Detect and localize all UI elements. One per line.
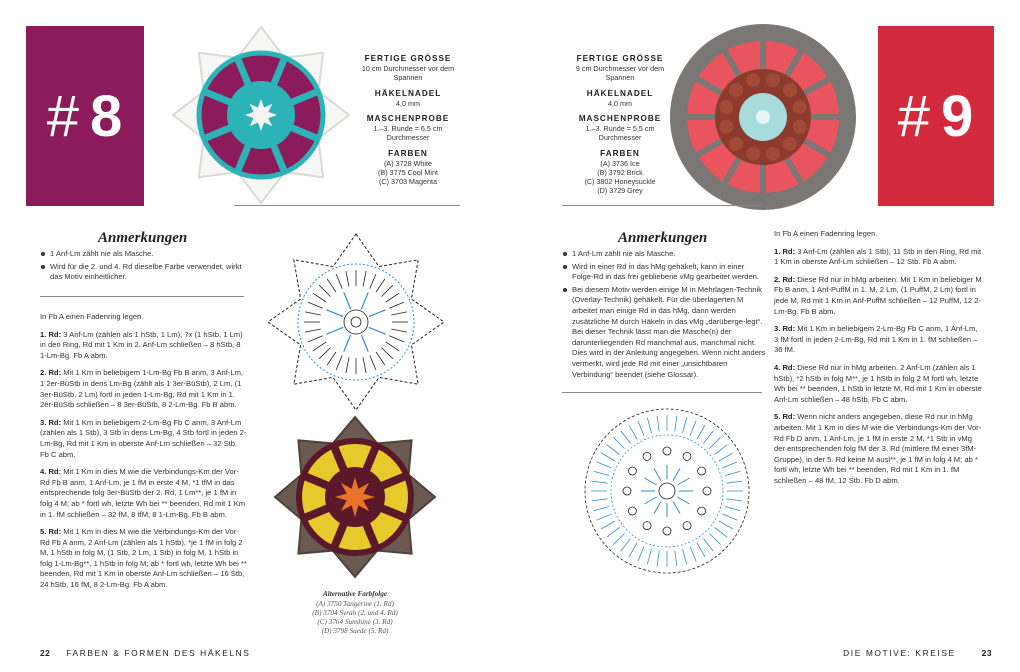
specs-divider [234, 205, 460, 206]
color-c: (C) 3703 Magenta [379, 177, 437, 187]
chart-9-stitch [715, 528, 728, 538]
chart-8-cluster [369, 310, 386, 317]
caption-line: (D) 3798 Suede (5. Rd) [321, 627, 389, 635]
chart-9-puff [628, 507, 636, 515]
note-item: 1 Anf-Lm zählt nie als Masche. [562, 249, 766, 260]
notes-list [40, 249, 248, 285]
round-label: 5. Rd: [40, 527, 62, 537]
chart-9-stitch [594, 507, 609, 511]
chart-8-round-1 [344, 310, 368, 334]
page-footer [843, 648, 992, 658]
chart-8-stitch [363, 271, 366, 287]
chart-9-puff [663, 527, 671, 535]
chart-9-puff [698, 467, 706, 475]
chart-9-stitch [647, 418, 651, 433]
page-number: 23 [981, 648, 992, 658]
motif-9-puff-stitch [783, 137, 797, 151]
chart-9-stitch [621, 431, 631, 444]
chart-8-stitch [386, 293, 399, 302]
chart-9-stitch [629, 425, 637, 439]
chart-9-stitch [725, 471, 740, 475]
motif-9-puff-stitch [746, 73, 760, 87]
instructions [40, 312, 248, 598]
round-text: 3 Anf-Lm (zählen als 1 hStb, 1 Lm), 7x (1 hStb, 1 Lm) in den Ring, Rd mit 1 Km in 2. Anf-Lm schließen – 8 hStb, 8 1-Lm-Bg. Fb A abm. [40, 329, 243, 360]
chart-8-stitch [308, 336, 323, 342]
chart-9-stitch [597, 514, 612, 520]
colors-title: FARBEN [388, 148, 428, 158]
round-text: Diese Rd nur in hMg arbeiten. Mit 1 Km in beliebiger M Fb B anm, 1 Anf-PuffM in 1. M, 2 Lm, (1 PuffM, 2 Lm) fortl in jede M, Rd mit 1 Km in Anf-PuffM schließen – 12 PuffM, 12 2-Lm-Bg. Fb B abm. [774, 274, 982, 316]
chart-9-stitch [613, 437, 624, 448]
chart-8-stitch [336, 355, 342, 370]
gauge-title: MASCHENPROBE [578, 114, 662, 124]
round-4 [774, 363, 982, 405]
chart-9-stitch [601, 453, 615, 461]
chart-9-stitch [709, 437, 720, 448]
round-1 [774, 247, 982, 268]
chart-9-round-5 [585, 409, 749, 573]
chart-9-stitch [607, 528, 620, 538]
chart-9-stitch [601, 521, 615, 529]
alt-colorway-photo [272, 414, 438, 580]
chart-9-puff [663, 447, 671, 455]
chart-9-stitch [727, 499, 743, 501]
round-text: Mit 1 Km in dies M wie die Verbindungs-Km der Vor-Rd Fb B anm, 1 Anf-Lm, je 1 fM in erste 4 M, *1 tfM in das entsprechende folg 3er-BüStb der 2. Rd, 1 Lm**, je 1 fM in folg 4 M; ab * fortl wh, letzte Wh bei ** beenden, Rd mit 1 Km in 1. fM schließen – 32 fM, 8 tfM, 8 1-Lm-Bg. Fb B abm. [40, 467, 246, 519]
chart-9-puff [703, 487, 711, 495]
note-item: Bei diesem Motiv werden einige M in Mehrlagen-Technik (Overlay-Technik) gehäkelt. Für die überlagerten M arbeitet man einige Rd in das hMg, dann werden zusätzliche M durch Häkeln in das vMg „darüberge-legt“. Bei dieser Technik lässt man die Masche(n) der darunterliegenden Rd manchmal aus, manchmal nicht. Dies wird in der Anleitung angegeben. Wenn nicht anders vermerkt, wird jede Rd mit einer „unsichtbaren Verbindung“ beendet (siehe Glossar). [562, 285, 766, 380]
notes-heading: Anmerkungen [98, 230, 188, 246]
chart-8-stitch [376, 279, 385, 292]
chart-8-stitch [391, 329, 407, 332]
chart-9-stitch [597, 462, 612, 468]
instructions [774, 229, 982, 493]
chart-9-stitch [722, 514, 737, 520]
chart-9-puff [643, 452, 651, 460]
chart-8-stitch [386, 342, 399, 351]
chart-9-stitch [704, 539, 714, 552]
chart-9-stitch [715, 445, 728, 455]
chart-9-stitch [638, 421, 644, 436]
round-3 [774, 324, 982, 356]
chart-9-stitch [613, 533, 624, 544]
chart-9-puff [698, 507, 706, 515]
chart-8-cluster [361, 335, 368, 352]
chart-8-stitch [305, 312, 321, 315]
motif-9-puff-stitch [766, 73, 780, 87]
chart-9-stitch [592, 481, 608, 483]
chart-9-stitch [647, 549, 651, 564]
chart-9-stitch [690, 421, 696, 436]
round-text: Mit 1 Km in beliebigem 1-Lm-Bg Fb B anm, 3 Anf-Lm, 1 2er-BüStb in dens Lm-Bg (zählt als 1 3er-BüStb), 2 Lm, (1 3er-BüStb, 2 Lm) fortl in jeden 1-Lm-Bg, Rd mit 1 Km in 1. 2er-BüStb schließen – 8 3er-BüStb, 8 2-Lm-Bg. Fb B abm. [40, 368, 244, 410]
round-5 [40, 527, 248, 591]
chart-8-stitch [327, 279, 336, 292]
specs-block [562, 54, 678, 196]
color-b: (B) 3792 Brick [597, 168, 643, 178]
chart-8-stitch [389, 302, 404, 308]
chart-8-stitch [389, 336, 404, 342]
round-label: 4. Rd: [40, 467, 62, 477]
chart-8-stitch [327, 352, 336, 365]
chart-9-stitch [594, 471, 609, 475]
alt-colorway-caption [280, 590, 430, 636]
round-text: Mit 1 Km in beliebigem 2-Lm-Bg Fb C anm, 1 Anf-Lm, 3 fM fortl in jeden 2-Lm-Bg, Rd mit 1 Km in 1. fM schließen – 36 fM. [774, 324, 978, 355]
chart-9-stitch [638, 546, 644, 561]
chart-8-stitch [319, 348, 330, 359]
chart-8-cluster [344, 335, 351, 352]
hook-title: HÄKELNADEL [586, 88, 654, 98]
round-label: 5. Rd: [774, 412, 796, 422]
chart-9-stitch [607, 445, 620, 455]
round-4 [40, 467, 248, 520]
chart-9-stitch [675, 416, 677, 432]
chart-8-magic-ring [351, 317, 361, 327]
motif-9-photo [666, 20, 860, 214]
round-label: 1. Rd: [774, 246, 796, 256]
hash-symbol: # [46, 83, 80, 149]
note-item: Wird für die 2. und 4. Rd dieselbe Farbe verwendet, wirkt das Motiv einheitlicher. [40, 262, 248, 283]
chart-9-puff [628, 467, 636, 475]
round-label: 2. Rd: [40, 368, 62, 378]
note-item: 1 Anf-Lm zählt nie als Masche. [40, 249, 248, 260]
chart-9-dc [677, 478, 689, 485]
chart-9-stitch [709, 533, 720, 544]
chart-9-dc [654, 501, 661, 513]
motif-number-block [26, 26, 144, 206]
hash-symbol: # [897, 83, 931, 149]
round-label: 1. Rd: [40, 329, 62, 339]
chart-9-stitch [690, 546, 696, 561]
chart-8-stitch [363, 357, 366, 373]
chart-8-stitch [346, 271, 349, 287]
round-text: Mit 1 Km in dies M wie die Verbindungs-Km der Vor-Rd Fb A anm, 2 Anf-Lm (zählen als 1 hStb), *je 1 fM in folg 2 M, 1 hStb in folg M, (1 Stb, 2 Lm, 1 Stb) in folg M, 1 hStb in folg 1-Lm-Bg**, 1 hStb in folg M; ab * fortl wh, letzte Wh bei ** beenden, Rd mit 1 Km in oberste Anf-Lm schließen – 16 Stb, 24 hStb, 16 fM, 8 2-Lm-Bg. Fb A abm. [40, 527, 247, 590]
chart-8-cluster [344, 292, 351, 309]
round-label: 2. Rd: [774, 274, 796, 284]
crochet-chart-8 [262, 228, 450, 416]
notes-list [562, 249, 766, 382]
chart-8-stitch [391, 312, 407, 315]
motif-8-photo [168, 22, 354, 208]
hook-title: HÄKELNADEL [374, 88, 442, 98]
chart-9-stitch [725, 507, 740, 511]
chart-9-dc [645, 478, 657, 485]
motif-9-puff-stitch [719, 120, 733, 134]
color-c: (C) 3802 Honeysuckle [584, 177, 656, 187]
round-1 [40, 330, 248, 362]
colors-title: FARBEN [600, 148, 640, 158]
chart-8-cluster [369, 327, 386, 334]
gauge-title: MASCHENPROBE [366, 114, 450, 124]
notes-divider [40, 296, 244, 297]
motif-9-puff-stitch [766, 147, 780, 161]
chart-9-stitch [683, 549, 687, 564]
chart-9-stitch [719, 521, 733, 529]
motif-8-white-center [245, 99, 277, 131]
gauge-line1: 1.–3. Runde = 5,5 cm [585, 124, 655, 134]
round-5 [774, 412, 982, 486]
chart-9-dc [673, 469, 680, 481]
chart-8-cluster [326, 310, 343, 317]
chart-8-stitch [370, 274, 376, 289]
color-d: (D) 3729 Grey [597, 186, 643, 196]
intro-text: In Fb A einen Fadenring legen. [40, 312, 144, 321]
chart-9-stitch [592, 499, 608, 501]
chart-9-puff [623, 487, 631, 495]
caption-line: (C) 3764 Sunshine (3. Rd) [317, 618, 393, 626]
chart-9-stitch [697, 425, 705, 439]
motif-9-puff-stitch [746, 147, 760, 161]
chart-8-stitch [346, 357, 349, 373]
round-label: 4. Rd: [774, 362, 796, 372]
motif-9-puff-stitch [793, 120, 807, 134]
chart-9-puff [643, 522, 651, 530]
caption-line: (B) 3704 Syrah (2. und 4. Rd) [312, 609, 398, 617]
right-page [510, 0, 1020, 672]
motif-9-puff-stitch [793, 100, 807, 114]
specs-divider [562, 205, 762, 206]
chart-8-round-5 [268, 234, 444, 410]
round-2 [40, 368, 248, 410]
chart-8-stitch [313, 293, 326, 302]
chart-8-stitch [336, 274, 342, 289]
chart-9-puff [683, 522, 691, 530]
hook-value: 4,0 mm [396, 98, 420, 108]
chart-9-stitch [675, 551, 677, 567]
round-text: Wenn nicht anders angegeben, diese Rd nur in hMg arbeiten. Mit 1 Km in dies M wie die Verbindungs-Km der Vor-Rd Fb D anm, 1 Anf-Lm, je 1 fM in erste 2 M, *1 Stb in vMg der entsprechenden folg fM der 3. Rd (mittlere fM einer 3fM-Gruppe), in der 5. Rd keine M ausl**, je 1 fM in folg 4 M; ab * fortl wh, letzte Wh bei ** beenden, Rd mit 1 Km in 1. fM schließen – 48 fM, 12 Stb. Fb D abm. [774, 412, 982, 485]
gauge-line1: 1.–3. Runde = 6,5 cm [373, 124, 443, 134]
running-title: FARBEN & FORMEN DES HÄKELNS [66, 648, 251, 658]
running-title: DIE MOTIVE: KREISE [843, 648, 956, 658]
alt-tangerine-center [335, 477, 375, 517]
round-text: 3 Anf-Lm (zählen als 1 Stb), 11 Stb in den Ring, Rd mit 1 Km in oberste Anf-Lm schließen – 12 Stb. Fb A abm. [774, 246, 982, 267]
chart-8-cluster [326, 327, 343, 334]
chart-8-cluster [361, 292, 368, 309]
motif-9-puff-stitch [729, 137, 743, 151]
motif-number-block [878, 26, 994, 206]
chart-8-stitch [308, 302, 323, 308]
motif-9-ring-hole [756, 110, 770, 124]
caption-title: Alternative Farbfolge [322, 590, 388, 598]
crochet-chart-9 [580, 404, 754, 578]
finished-size-line2: Spannen [605, 73, 635, 83]
notes-divider [562, 392, 762, 393]
color-b: (B) 3775 Cool Mint [378, 168, 438, 178]
round-text: Mit 1 Km in beliebigem 2-Lm-Bg Fb C anm, 3 Anf-Lm (zählen als 1 Stb), 3 Stb in dens Lm-Bg, 4 Stb fortl in jeden 2-Lm-Bg, Rd mit 1 Km in oberste Anf-Lm schließen – 32 Stb. Fb C abm. [40, 417, 247, 459]
round-3 [40, 418, 248, 460]
notes-heading: Anmerkungen [618, 230, 708, 246]
finished-size-title: FERTIGE GRÖSSE [576, 54, 664, 63]
page-number: 22 [40, 648, 51, 658]
round-label: 3. Rd: [774, 324, 796, 334]
chart-8-stitch [370, 355, 376, 370]
specs-block [350, 54, 466, 186]
chart-9-round-3 [611, 435, 723, 547]
color-a: (A) 3736 Ice [600, 158, 640, 168]
chart-9-dc [673, 501, 680, 513]
chart-9-stitch [629, 543, 637, 557]
gauge-line2: Durchmesser [386, 133, 430, 143]
chart-9-stitch [722, 462, 737, 468]
finished-size-line1: 10 cm Durchmesser vor dem [361, 64, 455, 74]
chart-8-stitch [319, 285, 330, 296]
chart-9-stitch [727, 481, 743, 483]
chart-8-stitch [382, 348, 393, 359]
chart-8-stitch [376, 352, 385, 365]
chart-9-stitch [719, 453, 733, 461]
chart-9-stitch [683, 418, 687, 433]
chart-9-stitch [657, 551, 659, 567]
chart-8-stitch [313, 342, 326, 351]
chart-9-dc [654, 469, 661, 481]
motif-number: 8 [90, 83, 124, 149]
chart-9-dc [645, 497, 657, 504]
motif-9-puff-stitch [729, 83, 743, 97]
motif-9-puff-stitch [783, 83, 797, 97]
chart-9-stitch [657, 416, 659, 432]
hook-value: 4,0 mm [608, 98, 632, 108]
finished-size-line2: Spannen [393, 73, 423, 83]
round-text: Diese Rd nur in hMg arbeiten. 2 Anf-Lm (zählen als 1 hStb), *2 hStb in folg M**, je 1 hStb in folg 2 M fortl wh, letzte Wh bei ** beenden, 1 hStb in letzte M, Rd mit 1 Km in oberste Anf-Lm schließen – 48 hStb. Fb C abm. [774, 362, 982, 404]
chart-9-stitch [704, 431, 714, 444]
color-a: (A) 3728 White [384, 158, 432, 168]
chart-8-stitch [305, 329, 321, 332]
round-2 [774, 275, 982, 317]
finished-size-line1: 9 cm Durchmesser vor dem [575, 64, 665, 74]
chart-9-stitch [621, 539, 631, 552]
note-item: Wird in einer Rd in das hMg gehäkelt, kann in einer Folge-Rd in das frei gebliebene vMg gearbeitet werden. [562, 262, 766, 283]
gauge-line2: Durchmesser [598, 133, 642, 143]
chart-9-puff [683, 452, 691, 460]
page-footer [40, 648, 250, 658]
motif-number: 9 [941, 83, 975, 149]
chart-8-stitch [382, 285, 393, 296]
motif-9-puff-stitch [719, 100, 733, 114]
caption-line: (A) 3750 Tangerine (1. Rd) [316, 600, 394, 608]
chart-9-dc [677, 497, 689, 504]
round-label: 3. Rd: [40, 417, 62, 427]
chart-9-stitch [697, 543, 705, 557]
finished-size-title: FERTIGE GRÖSSE [364, 54, 452, 63]
chart-9-magic-ring [659, 483, 675, 499]
intro-text: In Fb A einen Fadenring legen. [774, 229, 878, 238]
